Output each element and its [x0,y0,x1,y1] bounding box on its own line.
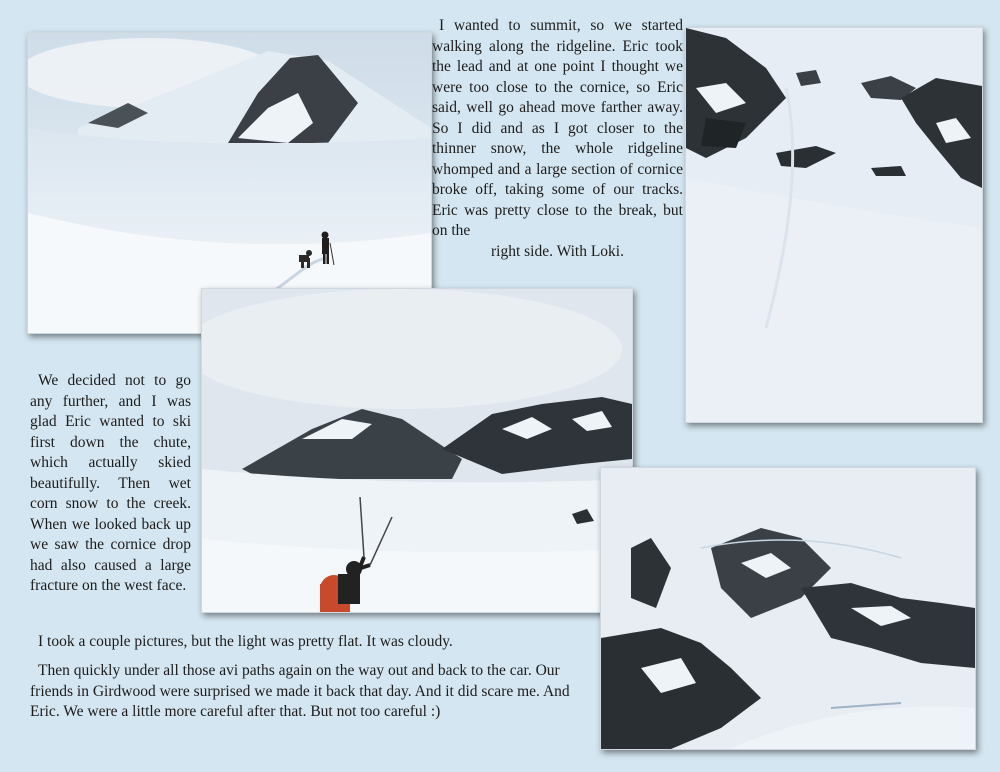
ridgeline-story [432,16,683,262]
ridgeline-last-line: right side. With Loki. [491,242,624,260]
photo-cornice-face [685,27,983,423]
decided-paragraph: We decided not to go any further, and I was glad Eric wanted to ski first down the chute, which actually skied beautifully. Then wet corn snow to the creek. When we looked back up we saw the cornice drop had also caused a large fracture on the west face. [30,372,191,594]
pictures-paragraph: I took a couple pictures, but the light was pretty flat. It was cloudy. [38,633,453,650]
photo-west-face-fracture [600,467,976,750]
closing-paragraph: Then quickly under all those avi paths again on the way out and back to the car. Our friends in Girdwood were surprised we made it back that day. And it did scare me. And Eric. We were a little more careful after that. But not too careful :) [30,662,570,720]
photo-skier-poles-raised [201,288,633,613]
ridgeline-paragraph: I wanted to summit, so we started walking along the ridgeline. Eric took the lead and at one point I thought we were too close to the cornice, so Eric said, well go ahead move farther away. So I did and as I got closer to the thinner snow, the whole ridgeline whomped and a large section of cornice broke off, taking some of our tracks. Eric was pretty close to the break, but on the [432,17,683,239]
